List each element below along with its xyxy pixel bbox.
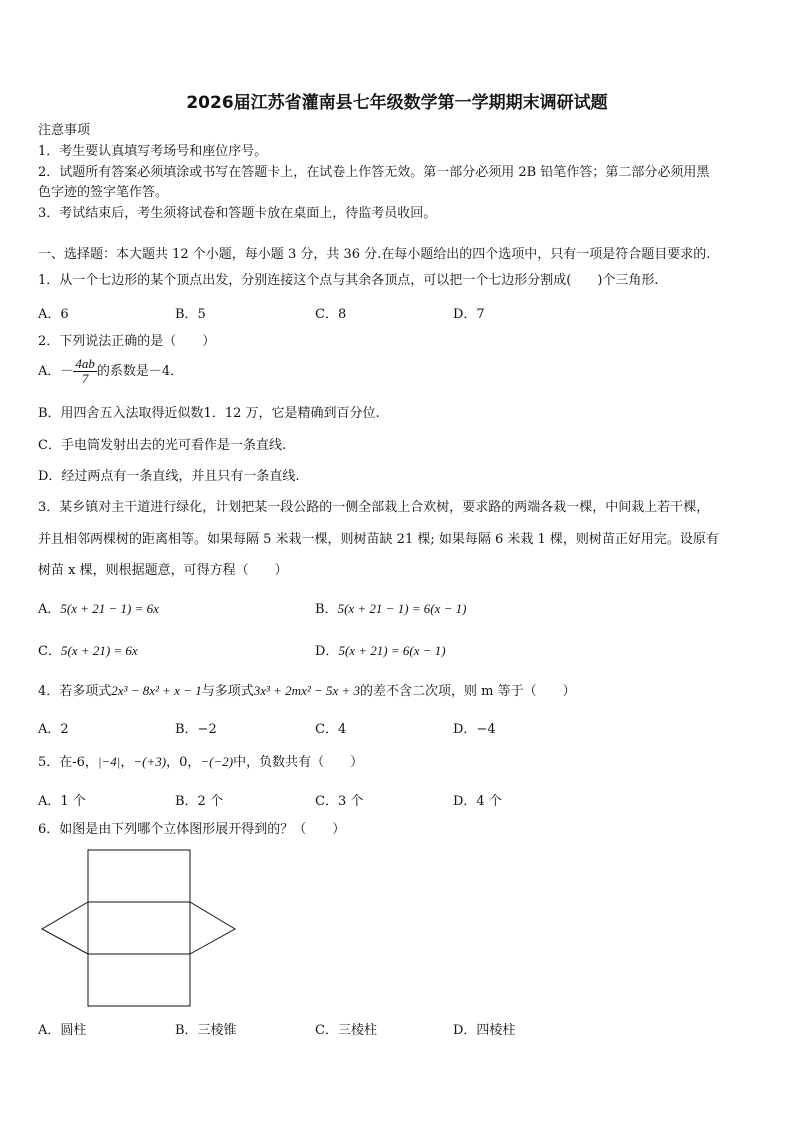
q4-option-b: B．−2 bbox=[175, 722, 217, 737]
q4-option-a: A．2 bbox=[38, 722, 69, 737]
prism-net-figure bbox=[36, 845, 241, 1010]
q3-stem-line-3: 树苗 x 棵，则根据题意，可得方程（ ） bbox=[38, 563, 288, 578]
q5-separator-2: ，0， bbox=[166, 755, 201, 770]
q4-option-c: C．4 bbox=[315, 722, 347, 737]
q3-option-d bbox=[315, 640, 446, 659]
q5-option-d: D．4 个 bbox=[453, 794, 502, 809]
net-rect-top bbox=[88, 850, 190, 902]
q5-expression-2: −(+3) bbox=[133, 754, 167, 769]
q3-option-b bbox=[315, 598, 467, 617]
notice-item-1: 1．考生要认真填写考场号和座位序号。 bbox=[38, 144, 268, 159]
q5-expression-3: −(−2) bbox=[200, 754, 234, 769]
q2-a-prefix: A．－ bbox=[38, 364, 74, 379]
q3-b-equation: 5(x + 21 − 1) = 6(x − 1) bbox=[337, 601, 467, 616]
q3-c-label: C． bbox=[38, 644, 61, 659]
q2-stem: 2．下列说法正确的是（ ） bbox=[38, 334, 216, 349]
q1-option-b: B．5 bbox=[175, 307, 206, 322]
q4-prefix: 4．若多项式 bbox=[38, 684, 112, 699]
q1-option-a: A．6 bbox=[38, 307, 69, 322]
q5-prefix: 5．在-6， bbox=[38, 755, 98, 770]
q3-d-label: D． bbox=[315, 644, 339, 659]
net-rect-bottom bbox=[88, 954, 190, 1006]
q6-option-c: C．三棱柱 bbox=[315, 1023, 377, 1038]
q5-option-a: A．1 个 bbox=[38, 794, 86, 809]
q1-stem: 1．从一个七边形的某个顶点出发，分别连接这个点与其余各顶点，可以把一个七边形分割成( )个三角形. bbox=[38, 273, 659, 288]
net-triangle-left bbox=[42, 902, 88, 954]
q2-option-c: C．手电筒发射出去的光可看作是一条直线. bbox=[38, 438, 287, 453]
q6-stem: 6．如图是由下列哪个立体图形展开得到的？（ ） bbox=[38, 822, 346, 837]
q2-option-b: B．用四舍五入法取得近似数1．12 万，它是精确到百分位. bbox=[38, 406, 380, 421]
q3-c-equation: 5(x + 21) = 6x bbox=[60, 643, 138, 658]
q2-a-numerator: 4ab bbox=[75, 356, 95, 371]
q3-a-equation: 5(x + 21 − 1) = 6x bbox=[60, 601, 159, 616]
q5-suffix: 中，负数共有（ ） bbox=[233, 755, 364, 770]
q3-option-c bbox=[38, 640, 138, 659]
q1-option-c: C．8 bbox=[315, 307, 347, 322]
q2-a-fraction bbox=[73, 357, 97, 386]
q6-option-a: A．圆柱 bbox=[38, 1023, 87, 1038]
q2-a-suffix: 的系数是－4． bbox=[96, 364, 184, 379]
q5-abs-value: |−4| bbox=[97, 754, 121, 769]
q3-a-label: A． bbox=[38, 602, 61, 617]
q5-option-c: C．3 个 bbox=[315, 794, 364, 809]
q3-stem-line-1: 3．某乡镇对主干道进行绿化，计划把某一段公路的一侧全部栽上合欢树，要求路的两端各栽一棵，中间栽上若干棵， bbox=[38, 500, 710, 515]
q6-option-b: B．三棱锥 bbox=[175, 1023, 237, 1038]
notice-heading: 注意事项 bbox=[38, 123, 91, 138]
q5-option-b: B．2 个 bbox=[175, 794, 223, 809]
net-triangle-right bbox=[190, 902, 235, 954]
notice-item-2: 2．试题所有答案必须填涂或书写在答题卡上，在试卷上作答无效。第一部分必须用 2B 铅笔作答；第二部分必须用黑 bbox=[38, 165, 710, 180]
q4-polynomial-2: 3x³ + 2mx² − 5x + 3 bbox=[253, 683, 361, 698]
page-title: 2026届江苏省灌南县七年级数学第一学期期末调研试题 bbox=[186, 93, 608, 113]
q3-option-a bbox=[38, 598, 159, 617]
q4-polynomial-1: 2x³ − 8x² + x − 1 bbox=[111, 683, 202, 698]
section-heading: 一、选择题：本大题共 12 个小题，每小题 3 分，共 36 分.在每小题给出的四个选项中，只有一项是符合题目要求的. bbox=[38, 247, 711, 262]
q3-b-label: B． bbox=[315, 602, 338, 617]
q4-middle: 与多项式 bbox=[201, 684, 254, 699]
q2-option-d: D．经过两点有一条直线，并且只有一条直线. bbox=[38, 469, 300, 484]
q5-separator-1: ， bbox=[120, 755, 134, 770]
q2-a-denominator: 7 bbox=[81, 371, 89, 386]
q2-option-a bbox=[38, 357, 183, 386]
q4-option-d: D．−4 bbox=[453, 722, 496, 737]
q3-d-equation: 5(x + 21) = 6(x − 1) bbox=[338, 643, 446, 658]
q4-stem bbox=[38, 682, 576, 701]
net-rect-middle bbox=[88, 902, 190, 954]
q5-stem bbox=[38, 753, 363, 772]
q6-option-d: D．四棱柱 bbox=[453, 1023, 516, 1038]
q1-option-d: D．7 bbox=[453, 307, 485, 322]
notice-item-2-cont: 色字迹的签字笔作答。 bbox=[38, 185, 169, 200]
notice-item-3: 3．考试结束后，考生须将试卷和答题卡放在桌面上，待监考员收回。 bbox=[38, 206, 437, 221]
q4-suffix: 的差不含二次项，则 m 等于（ ） bbox=[360, 684, 576, 699]
q3-stem-line-2: 并且相邻两棵树的距离相等。如果每隔 5 米栽一棵，则树苗缺 21 棵; 如果每隔 6 米栽 1 棵，则树苗正好用完。设原有 bbox=[38, 532, 719, 547]
